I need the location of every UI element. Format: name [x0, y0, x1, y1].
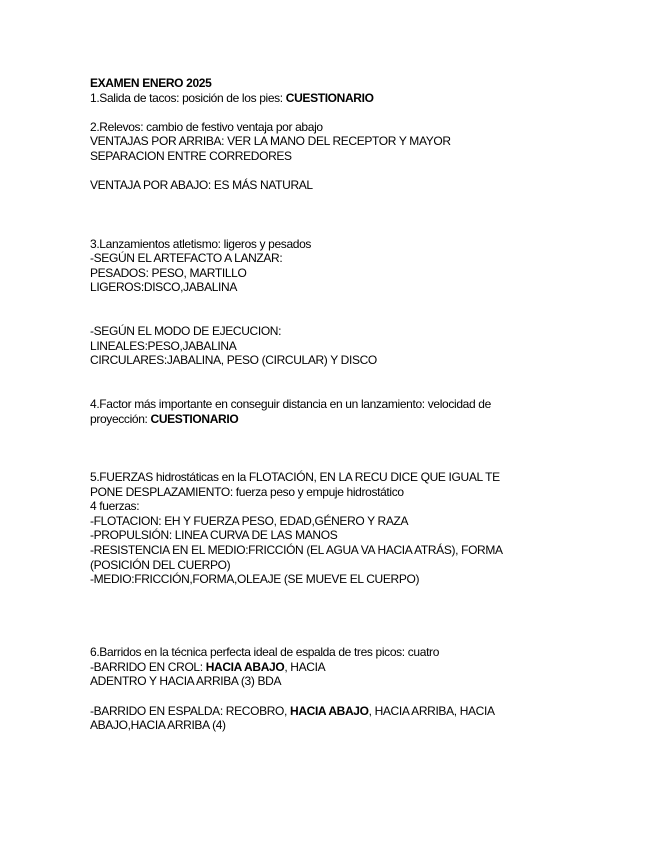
- question-5-line-2: PONE DESPLAZAMIENTO: fuerza peso y empuje hidrostático: [90, 484, 404, 499]
- question-5-line-7: (POSICIÓN DEL CUERPO): [90, 557, 231, 572]
- question-1-tag: CUESTIONARIO: [285, 90, 374, 105]
- question-1: [90, 91, 570, 106]
- spacer: [90, 295, 570, 324]
- question-2-line-3: SEPARACION ENTRE CORREDORES: [90, 148, 292, 163]
- question-3-line-6: LINEALES:PESO,JABALINA: [90, 338, 237, 353]
- spacer: [90, 368, 570, 397]
- question-3-line-3: PESADOS: PESO, MARTILLO: [90, 265, 247, 280]
- question-6-line-4: [90, 704, 570, 719]
- question-2-line-2: VENTAJAS POR ARRIBA: VER LA MANO DEL RECEPTOR Y MAYOR: [90, 134, 451, 149]
- question-3-line-7: CIRCULARES:JABALINA, PESO (CIRCULAR) Y DISCO: [90, 353, 377, 368]
- question-5-line-4: -FLOTACION: EH Y FUERZA PESO, EDAD,GÉNERO Y RAZA: [90, 513, 409, 528]
- question-5-line-1: 5.FUERZAS hidrostáticas en la FLOTACIÓN, EN LA RECU DICE QUE IGUAL TE: [90, 470, 500, 485]
- question-6-line-4-a: -BARRIDO EN ESPALDA: RECOBRO,: [90, 703, 290, 718]
- question-5-line-8: -MEDIO:FRICCIÓN,FORMA,OLEAJE (SE MUEVE EL CUERPO): [90, 572, 420, 587]
- question-6-line-4-bold: HACIA ABAJO: [290, 703, 369, 718]
- question-5-line-6: -RESISTENCIA EN EL MEDIO:FRICCIÓN (EL AGUA VA HACIA ATRÁS), FORMA: [90, 543, 503, 558]
- exam-notes: [90, 76, 570, 733]
- question-6-line-2-c: , HACIA: [284, 659, 326, 674]
- spacer: [90, 689, 570, 704]
- question-2-line-1: 2.Relevos: cambio de festivo ventaja por abajo: [90, 119, 323, 134]
- question-4-line-1: 4.Factor más importante en conseguir distancia en un lanzamiento: velocidad de: [90, 397, 491, 412]
- spacer: [90, 426, 570, 470]
- page-title: EXAMEN ENERO 2025: [90, 76, 212, 90]
- question-3-line-2: -SEGÚN EL ARTEFACTO A LANZAR:: [90, 251, 283, 266]
- question-1-text: 1.Salida de tacos: posición de los pies:: [90, 90, 286, 105]
- question-5-line-5: -PROPULSIÓN: LINEA CURVA DE LAS MANOS: [90, 528, 338, 543]
- question-6-line-5: ABAJO,HACIA ARRIBA (4): [90, 718, 226, 733]
- question-4-text: proyección:: [90, 411, 151, 426]
- question-3-line-1: 3.Lanzamientos atletismo: ligeros y pesados: [90, 236, 312, 251]
- question-6-line-1: 6.Barridos en la técnica perfecta ideal de espalda de tres picos: cuatro: [90, 645, 440, 660]
- question-3-line-4: LIGEROS:DISCO,JABALINA: [90, 280, 238, 295]
- question-6-line-2: [90, 660, 570, 675]
- spacer: [90, 105, 570, 120]
- question-4-line-2: [90, 412, 570, 427]
- spacer: [90, 587, 570, 645]
- spacer: [90, 193, 570, 237]
- question-6-line-3: ADENTRO Y HACIA ARRIBA (3) BDA: [90, 674, 282, 689]
- question-6-line-2-bold: HACIA ABAJO: [205, 659, 285, 674]
- question-4-tag: CUESTIONARIO: [150, 411, 239, 426]
- spacer: [90, 164, 570, 179]
- question-6-line-2-a: -BARRIDO EN CROL:: [90, 659, 206, 674]
- question-6-line-4-c: , HACIA ARRIBA, HACIA: [368, 703, 495, 718]
- question-3-line-5: -SEGÚN EL MODO DE EJECUCION:: [90, 324, 282, 339]
- question-2-line-4: VENTAJA POR ABAJO: ES MÁS NATURAL: [90, 178, 313, 193]
- question-5-line-3: 4 fuerzas:: [90, 499, 140, 514]
